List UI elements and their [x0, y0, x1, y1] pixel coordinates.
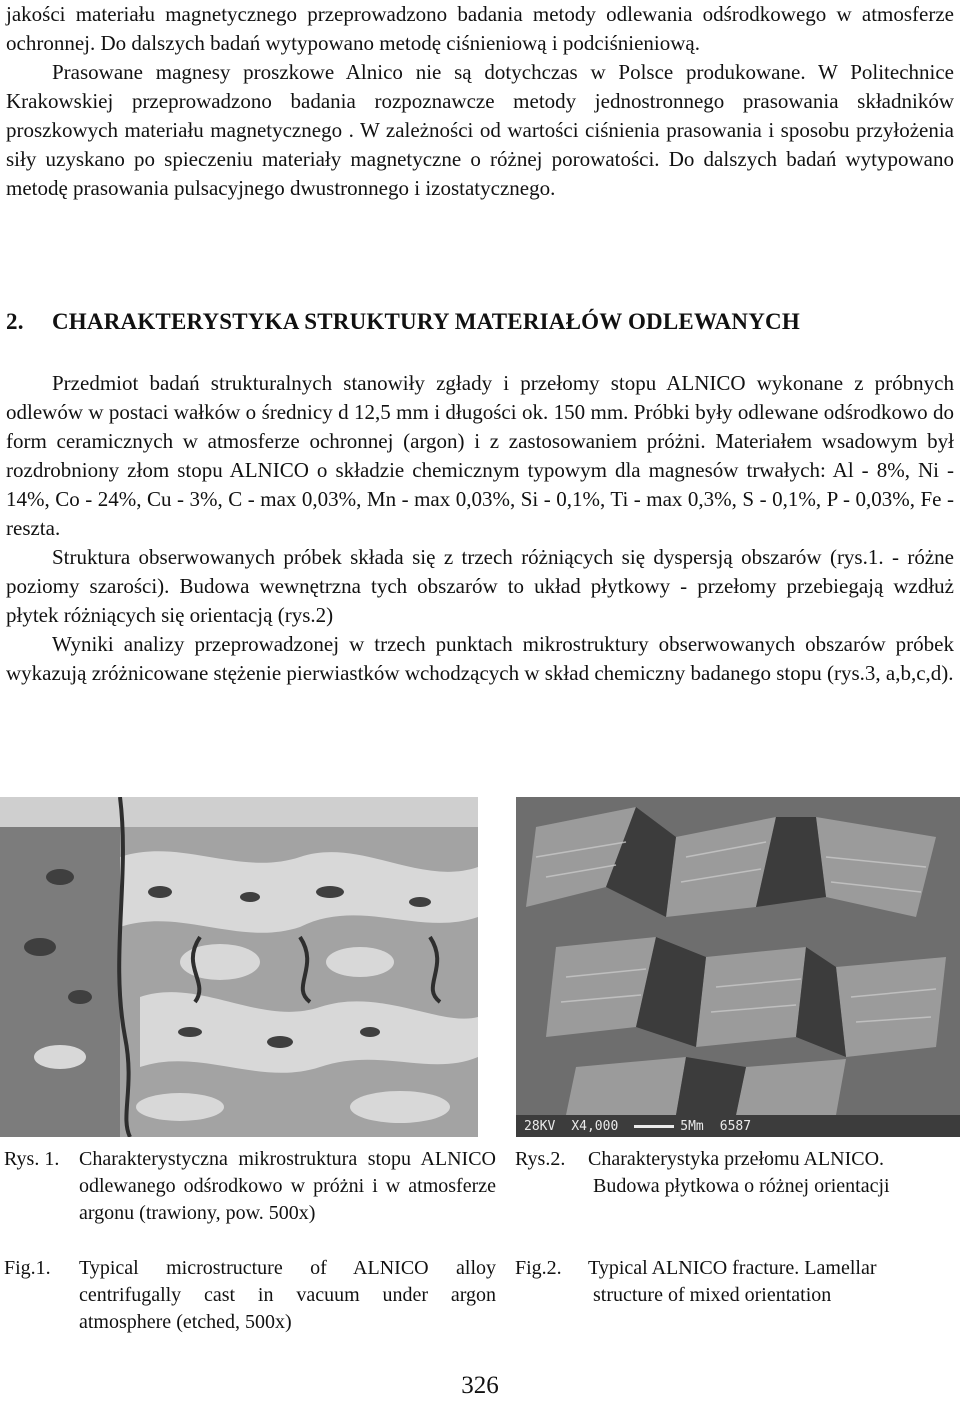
caption-label: Fig.1.: [4, 1257, 51, 1279]
fracture-texture: [516, 797, 960, 1137]
caption-label: Fig.2.: [515, 1257, 562, 1279]
sem-magnification: X4,000: [571, 1118, 619, 1134]
figure-1-caption-en: [4, 1255, 496, 1336]
section-heading: [6, 307, 954, 337]
section-number: 2.: [6, 309, 24, 334]
figure-1-caption-pl: [4, 1146, 496, 1227]
figure-1-microstructure-image: [0, 797, 478, 1137]
sem-scale-bar: [634, 1119, 703, 1134]
sem-voltage: 28KV: [524, 1118, 556, 1134]
microstructure-texture: [0, 797, 478, 1137]
caption-label: Rys. 1.: [4, 1148, 60, 1170]
caption-text: Charakterystyczna mikrostruktura stopu ALNICO odlewanego odśrodkowo w próżni i w atmosferze argonu (trawiony, pow. 500x): [79, 1148, 496, 1224]
caption-text-line-1: Typical ALNICO fracture. Lamellar: [588, 1257, 877, 1279]
page-number: 326: [461, 1372, 499, 1399]
sem-info-bar: [516, 1115, 960, 1137]
caption-text-line-1: Charakterystyka przełomu ALNICO.: [588, 1148, 885, 1170]
scale-bar-line: [634, 1125, 674, 1128]
paragraph: jakości materiału magnetycznego przeprowadzono badania metody odlewania odśrodkowego w atmosferze ochronnej. Do dalszych badań wytypowano metodę ciśnieniową i podciśnieniową.: [6, 2, 954, 55]
paragraph: Prasowane magnesy proszkowe Alnico nie są dotychczas w Polsce produkowane. W Politechnice Krakowskiej przeprowadzono badania rozpoznawcze metody jednostronnego prasowania składników proszkowych materiału magnetycznego . W zależności od wartości ciśnienia prasowania i sposobu przyłożenia siły uzyskano po spieczeniu materiały magnetyczne o różnej porowatości. Do dalszych badań wytypowano metodę prasowania pulsacyjnego dwustronnego i izostatycznego.: [6, 60, 954, 200]
sem-scale-label: 5Mm: [680, 1118, 704, 1134]
figure-2-caption-pl: [515, 1146, 957, 1200]
caption-text-line-2: structure of mixed orientation: [593, 1284, 832, 1306]
intro-text: [6, 0, 954, 203]
section-body: [6, 369, 954, 688]
paragraph: Wyniki analizy przeprowadzonej w trzech punktach mikrostruktury obserwowanych obszarów próbek wykazują zróżnicowane stężenie pierwiastków wchodzących w skład chemiczny badanego stopu (rys.3, a,b,c,d).: [6, 632, 954, 685]
caption-label: Rys.2.: [515, 1148, 566, 1170]
figure-2-fracture-image: [516, 797, 960, 1137]
paragraph: Struktura obserwowanych próbek składa się z trzech różniących się dyspersją obszarów (rys.1. - różne poziomy szarości). Budowa wewnętrzna tych obszarów to układ płytkowy - przełomy przebiegają wzdłuż płytek różniących się orientacją (rys.2): [6, 545, 954, 627]
paragraph: Przedmiot badań strukturalnych stanowiły zgłady i przełomy stopu ALNICO wykonane z próbnych odlewów w postaci wałków o średnicy d 12,5 mm i długości ok. 150 mm. Próbki były odlewane odśrodkowo do form ceramicznych w atmosferze ochronnej (argon) i z zastosowaniem próżni. Materiałem wsadowym był rozdrobniony złom stopu ALNICO o składzie chemicznym typowym dla magnesów trwałych: Al - 8%, Ni - 14%, Co - 24%, Cu - 3%, C - max 0,03%, Mn - max 0,03%, Si - 0,1%, Ti - max 0,3%, S - 0,1%, P - 0,03%, Fe - reszta.: [6, 371, 954, 540]
section-title: CHARAKTERYSTYKA STRUKTURY MATERIAŁÓW ODLEWANYCH: [52, 309, 800, 334]
sem-image-number: 6587: [719, 1118, 752, 1134]
caption-text: Typical microstructure of ALNICO alloy centrifugally cast in vacuum under argon atmosphere (etched, 500x): [79, 1257, 496, 1333]
caption-text-line-2: Budowa płytkowa o różnej orientacji: [593, 1175, 890, 1197]
figure-2-caption-en: [515, 1255, 957, 1309]
